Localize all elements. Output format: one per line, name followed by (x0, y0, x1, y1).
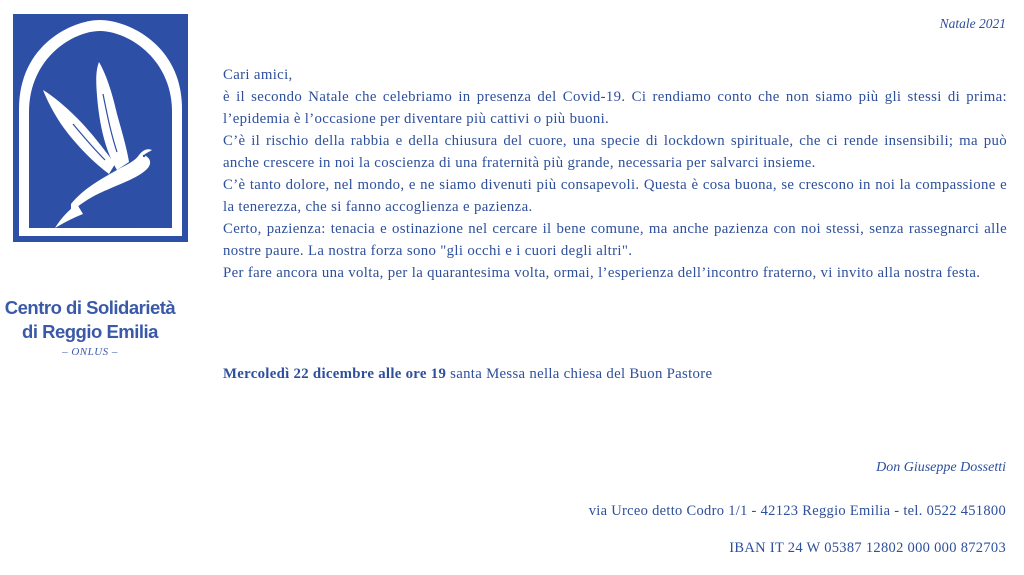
org-name-line1: Centro di Solidarietà (4, 297, 176, 318)
event-description: santa Messa nella chiesa del Buon Pastore (446, 366, 713, 382)
org-type: – ONLUS – (62, 346, 118, 358)
address: via Urceo detto Codro 1/1 - 42123 Reggio Emilia - tel. 0522 451800 (588, 503, 1006, 519)
letter-paragraph: Per fare ancora una volta, per la quarantesima volta, ormai, l’esperienza dell’incontro fraterno, vi invito alla nostra festa. (223, 265, 981, 281)
org-name-line2: di Reggio Emilia (22, 321, 158, 342)
letter-paragraph: Certo, pazienza: tenacia e ostinazione nel cercare il bene comune, ma anche pazienza con noi stessi, senza rassegnarci alle nostre paure. La nostra forza sono "gli occhi e i cuori degli altri". (223, 221, 1007, 259)
event-date-time: Mercoledì 22 dicembre alle ore 19 (223, 366, 447, 382)
svg-text:mai Jedimbi: mai Jedimbi (93, 221, 133, 230)
signature: Don Giuseppe Dossetti (876, 460, 1006, 475)
event-announcement (223, 363, 712, 385)
logo (13, 14, 188, 242)
letter-paragraph: C’è tanto dolore, nel mondo, e ne siamo divenuti più consapevoli. Questa è cosa buona, se crescono in noi la compassione e la tenerezza, che si fanno accoglienza e pazienza. (223, 177, 1007, 215)
letter-date: Natale 2021 (939, 16, 1006, 31)
letter-paragraph: è il secondo Natale che celebriamo in presenza del Covid-19. Ci rendiamo conto che non siamo più gli stessi di prima: l’epidemia è l’occasione per diventare più cattivi o più buoni. (223, 89, 1007, 127)
dove-logo-icon (13, 14, 188, 242)
iban: IBAN IT 24 W 05387 12802 000 000 872703 (729, 540, 1006, 556)
letter-body (223, 64, 1007, 284)
letter-paragraph: Cari amici, (223, 67, 293, 83)
letter-paragraph: C’è il rischio della rabbia e della chiusura del cuore, una specie di lockdown spirituale, che ci rende insensibili; ma può anche crescere in noi la coscienza di una fraternità più grande, necessaria per salvarci insieme. (223, 133, 1007, 171)
organization-block (0, 296, 180, 358)
